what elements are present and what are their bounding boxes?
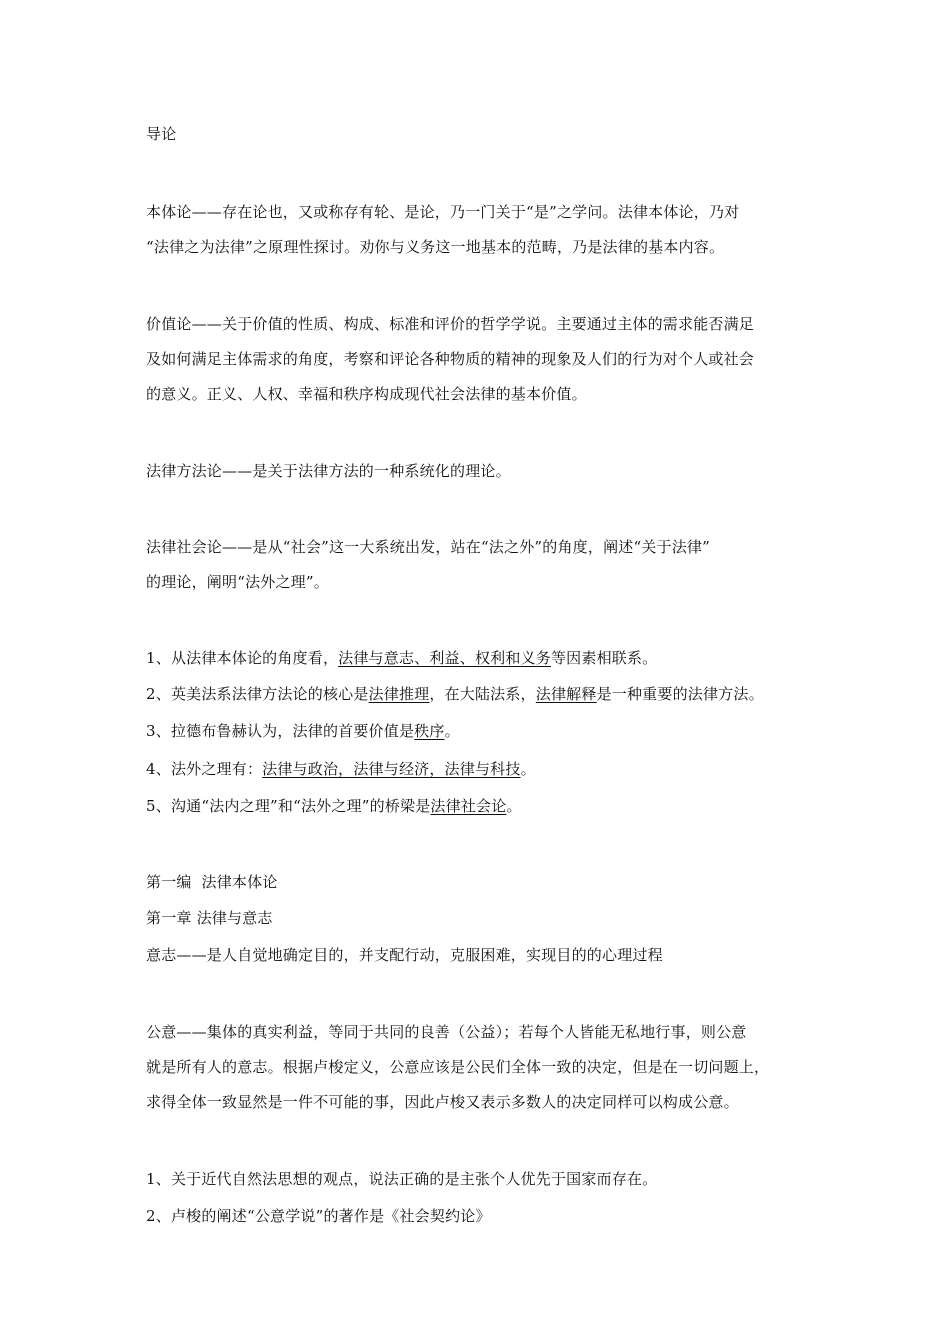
point-answer-underlined: 法律推理: [368, 685, 430, 703]
intro-point-3: [146, 721, 460, 741]
chapter-point-2: 2、卢梭的阐述“公意学说”的著作是《社会契约论》: [146, 1207, 491, 1225]
methodology-def-line-1: 法律方法论——是关于法律方法的一种系统化的理论。: [146, 462, 511, 480]
ontology-def-line-2: “法律之为法律”之原理性探讨。劝你与义务这一地基本的范畴，乃是法律的基本内容。: [146, 238, 725, 256]
intro-point-4: [146, 759, 536, 779]
point-answer-underlined: 法律解释: [535, 685, 597, 703]
axiology-def-line-2: 及如何满足主体需求的角度，考察和评论各种物质的精神的现象及人们的行为对个人或社会: [146, 350, 755, 368]
general-will-line-3: 求得全体一致显然是一件不可能的事，因此卢梭又表示多数人的决定同样可以构成公意。: [146, 1093, 739, 1111]
sociology-def-line-1: 法律社会论——是从“社会”这一大系统出发，站在“法之外”的角度，阐述“关于法律”: [146, 538, 711, 556]
point-text: 。: [506, 797, 522, 815]
intro-point-2: [146, 684, 764, 704]
sociology-def-line-2: 的理论，阐明“法外之理”。: [146, 573, 329, 591]
point-text: 4、法外之理有：: [146, 760, 263, 778]
intro-point-5: [146, 796, 522, 816]
point-text: 。: [520, 760, 536, 778]
point-text: 2、英美法系法律方法论的核心是: [146, 685, 369, 703]
point-answer-underlined: 秩序: [414, 722, 445, 740]
point-text: 3、拉德布鲁赫认为，法律的首要价值是: [146, 722, 415, 740]
general-will-line-1: 公意——集体的真实利益，等同于共同的良善（公益）；若每个人皆能无私地行事，则公意: [146, 1023, 747, 1041]
intro-point-1: [146, 648, 657, 668]
point-answer-underlined: 法律与意志、利益、权利和义务: [338, 649, 551, 667]
point-answer-underlined: 法律与政治，法律与经济，法律与科技: [262, 760, 521, 778]
point-text: 1、从法律本体论的角度看，: [146, 649, 339, 667]
axiology-def-line-1: 价值论——关于价值的性质、构成、标准和评价的哲学学说。主要通过主体的需求能否满足: [146, 315, 755, 333]
general-will-line-2: 就是所有人的意志。根据卢梭定义，公意应该是公民们全体一致的决定，但是在一切问题上，: [146, 1058, 770, 1076]
will-definition: 意志——是人自觉地确定目的，并支配行动，克服困难，实现目的的心理过程: [146, 946, 663, 964]
point-text: 是一种重要的法律方法。: [596, 685, 764, 703]
ontology-def-line-1: 本体论——存在论也，又或称存有轮、是论，乃一门关于“是”之学问。法律本体论，乃对: [146, 203, 740, 221]
point-text: 。: [444, 722, 460, 740]
point-text: ，在大陆法系，: [429, 685, 536, 703]
part-title: 第一编 法律本体论: [146, 873, 278, 891]
heading: 导论: [146, 125, 177, 143]
chapter-point-1: 1、关于近代自然法思想的观点，说法正确的是主张个人优先于国家而存在。: [146, 1170, 658, 1188]
point-answer-underlined: 法律社会论: [430, 797, 507, 815]
chapter-title: 第一章 法律与意志: [146, 909, 273, 927]
axiology-def-line-3: 的意义。正义、人权、幸福和秩序构成现代社会法律的基本价值。: [146, 385, 587, 403]
point-text: 等因素相联系。: [550, 649, 658, 667]
point-text: 5、沟通“法内之理”和“法外之理”的桥梁是: [146, 797, 431, 815]
